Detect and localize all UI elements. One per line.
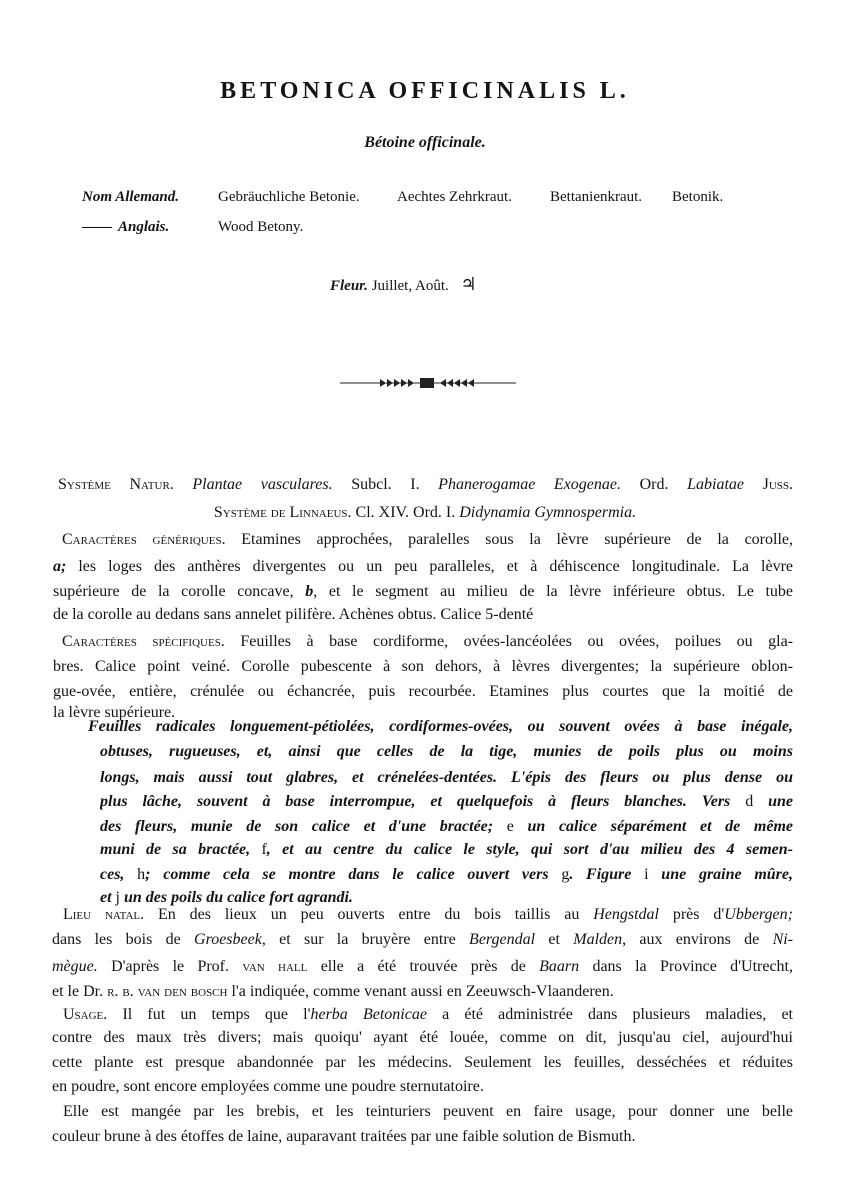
section-heading: Caractères génériques. bbox=[62, 531, 226, 548]
text-span: les loges des anthères divergentes ou un peu paralleles, et à déhiscence longitudinale. La lèvre bbox=[66, 558, 793, 575]
text-span: supérieure de la corolle concave, bbox=[53, 583, 306, 600]
text-span: une graine mûre, bbox=[648, 866, 793, 883]
section-heading: Système Natur. bbox=[58, 476, 174, 493]
text-span: couleur brune à des étoffes de laine, auparavant traitées par une faible solution de Bismuth. bbox=[52, 1128, 636, 1145]
text-span: j bbox=[115, 889, 120, 906]
text-line bbox=[100, 817, 793, 837]
text-span: Ubbergen; bbox=[724, 906, 793, 923]
flowering-months: Juillet, Août. bbox=[371, 278, 449, 294]
text-span: elle a été trouvée près de bbox=[307, 958, 540, 975]
text-span bbox=[174, 476, 193, 493]
text-line bbox=[53, 605, 793, 625]
text-line bbox=[63, 1102, 793, 1122]
section-heading: Usage. bbox=[63, 1006, 108, 1023]
text-span: f bbox=[261, 841, 267, 858]
section-heading: Juss. bbox=[744, 476, 793, 493]
text-span: Etamines approchées, paralelles sous la lèvre supérieure de la corolle, bbox=[225, 531, 793, 548]
german-name: Aechtes Zehrkraut. bbox=[397, 189, 512, 205]
text-span: herba Betonicae bbox=[310, 1006, 427, 1023]
section-heading: van hall bbox=[242, 958, 308, 975]
text-span: Hengstdal bbox=[593, 906, 659, 923]
text-span: Malden bbox=[573, 931, 623, 948]
text-line bbox=[88, 717, 793, 737]
section-heading: Caractères spécifiques. bbox=[62, 633, 225, 650]
text-span: un calice séparément et de même bbox=[513, 818, 793, 835]
text-span: dans les bois de bbox=[52, 931, 195, 948]
flowering-line bbox=[330, 274, 477, 295]
ornament-divider bbox=[340, 376, 516, 390]
text-line bbox=[52, 1077, 793, 1097]
text-line bbox=[52, 1053, 793, 1073]
perennial-symbol: ♃ bbox=[460, 274, 477, 294]
german-name: Gebräuchliche Betonie. bbox=[218, 189, 360, 205]
section-heading: r. b. van den bosch bbox=[107, 983, 228, 1000]
text-span: Elle est mangée par les brebis, et les teinturiers peuvent en faire usage, pour donner une belle bbox=[63, 1103, 793, 1120]
text-line bbox=[52, 1127, 793, 1147]
ditto-dash: —— bbox=[82, 219, 112, 235]
text-span: plus lâche, souvent à base interrompue, et quelquefois à fleurs blanches. Vers bbox=[100, 793, 746, 810]
text-line bbox=[53, 582, 793, 602]
text-span: Phanerogamae Exogenae. bbox=[438, 476, 622, 493]
english-label: Anglais. bbox=[118, 219, 170, 235]
text-span: Feuilles à base cordiforme, ovées-lancéolées ou ovées, poilues ou gla- bbox=[224, 633, 793, 650]
text-line bbox=[100, 742, 793, 762]
text-span: a; bbox=[53, 558, 67, 575]
text-span: Labiatae bbox=[687, 476, 744, 493]
text-span: et bbox=[100, 889, 116, 906]
text-span: obtuses, rugueuses, et, ainsi que celles de la tige, munies de poils plus ou moins bbox=[100, 743, 793, 760]
text-line bbox=[100, 792, 793, 812]
text-line bbox=[58, 475, 793, 495]
text-span: cette plante est presque abandonnée par les médecins. Seulement les feuilles, desséchées et réduites bbox=[52, 1054, 793, 1071]
text-span: longs, mais aussi tout glabres, et crénelées-dentées. L'épis des fleurs ou plus dense ou bbox=[100, 769, 793, 786]
text-span: Feuilles radicales longuement-pétiolées, cordiformes-ovées, ou souvent ovées à base inégale, bbox=[88, 718, 793, 735]
text-span: ces, bbox=[100, 866, 138, 883]
text-span: Cl. XIV. Ord. I. bbox=[351, 504, 460, 521]
text-line bbox=[63, 905, 793, 925]
text-span: un des poils du calice fort agrandi. bbox=[120, 889, 353, 906]
text-span: i bbox=[644, 866, 649, 883]
text-span: a été administrée dans plusieurs maladies, et bbox=[426, 1006, 793, 1023]
text-line bbox=[100, 865, 793, 885]
text-span: Ord. bbox=[621, 476, 688, 493]
text-span: Ni- bbox=[772, 931, 793, 948]
text-span: , aux environs de bbox=[622, 931, 773, 948]
text-span: la lèvre supérieure. bbox=[53, 704, 176, 721]
text-span: gue-ovée, entière, crénulée ou échancrée, puis recourbée. Etamines plus courtes que la moitié de bbox=[53, 683, 793, 700]
text-span: et bbox=[535, 931, 574, 948]
text-span: Bergendal bbox=[469, 931, 536, 948]
text-span: de la corolle au dedans sans annelet pilifère. Achènes obtus. Calice 5-denté bbox=[53, 606, 534, 623]
text-span: En des lieux un peu ouverts entre du bois taillis au bbox=[144, 906, 594, 923]
text-span: D'après le Prof. bbox=[97, 958, 243, 975]
text-line bbox=[62, 530, 793, 550]
text-line bbox=[53, 557, 793, 577]
german-label: Nom Allemand. bbox=[82, 189, 179, 205]
text-line bbox=[100, 840, 793, 860]
text-span: b bbox=[305, 583, 314, 600]
text-line bbox=[63, 1005, 793, 1025]
text-span: Il fut un temps que l' bbox=[107, 1006, 311, 1023]
text-span: h bbox=[137, 866, 146, 883]
page-title: BETONICA OFFICINALIS L. bbox=[220, 78, 630, 104]
text-span: dans la Province d'Utrecht, bbox=[579, 958, 793, 975]
text-span: g bbox=[561, 866, 570, 883]
text-span: l'a indiquée, comme venant aussi en Zeeuwsch-Vlaanderen. bbox=[227, 983, 614, 1000]
text-span: une bbox=[753, 793, 793, 810]
text-line bbox=[52, 982, 793, 1002]
text-span: des fleurs, munie de son calice et d'une bractée; bbox=[100, 818, 507, 835]
german-name: Bettanienkraut. bbox=[550, 189, 643, 205]
text-span: ; comme cela se montre dans le calice ouvert vers bbox=[145, 866, 562, 883]
flowering-label: Fleur. bbox=[330, 278, 368, 294]
text-span: mègue. bbox=[52, 958, 98, 975]
text-line bbox=[100, 768, 793, 788]
text-line bbox=[62, 632, 793, 652]
text-span: Didynamia Gymnospermia. bbox=[459, 504, 637, 521]
text-span: , et le segment au milieu de la lèvre inférieure obtus. Le tube bbox=[313, 583, 793, 600]
section-heading: Lieu natal. bbox=[63, 906, 145, 923]
text-span: Subcl. I. bbox=[332, 476, 439, 493]
text-span: et le Dr. bbox=[52, 983, 108, 1000]
text-span: d bbox=[745, 793, 754, 810]
text-span: muni de sa bractée, bbox=[100, 841, 262, 858]
text-line bbox=[0, 503, 850, 523]
text-span: contre des maux très divers; mais quoiqu' ayant été louée, comme on dit, jusqu'au ciel, aujourd'hui bbox=[52, 1029, 793, 1046]
text-line bbox=[53, 657, 793, 677]
text-line bbox=[53, 682, 793, 702]
text-span: Baarn bbox=[539, 958, 580, 975]
text-span: en poudre, sont encore employées comme une poudre sternutatoire. bbox=[52, 1078, 484, 1095]
text-span: , et au centre du calice le style, qui sort d'au milieu des 4 semen- bbox=[266, 841, 793, 858]
text-span: e bbox=[506, 818, 514, 835]
text-span: . Figure bbox=[569, 866, 645, 883]
text-line bbox=[52, 957, 793, 977]
text-span: , et sur la bruyère entre bbox=[261, 931, 470, 948]
english-name: Wood Betony. bbox=[218, 219, 304, 235]
section-heading: Système de Linnaeus. bbox=[213, 504, 352, 521]
text-line bbox=[52, 1028, 793, 1048]
text-span: près d' bbox=[658, 906, 725, 923]
text-span: Plantae vasculares. bbox=[192, 476, 333, 493]
french-name: Bétoine officinale. bbox=[364, 134, 486, 151]
german-name: Betonik. bbox=[672, 189, 724, 205]
text-span: Groesbeek bbox=[194, 931, 262, 948]
text-span: bres. Calice point veiné. Corolle pubescente à son dehors, à lèvres divergentes; la supérieure oblon- bbox=[53, 658, 793, 675]
text-line bbox=[52, 930, 793, 950]
